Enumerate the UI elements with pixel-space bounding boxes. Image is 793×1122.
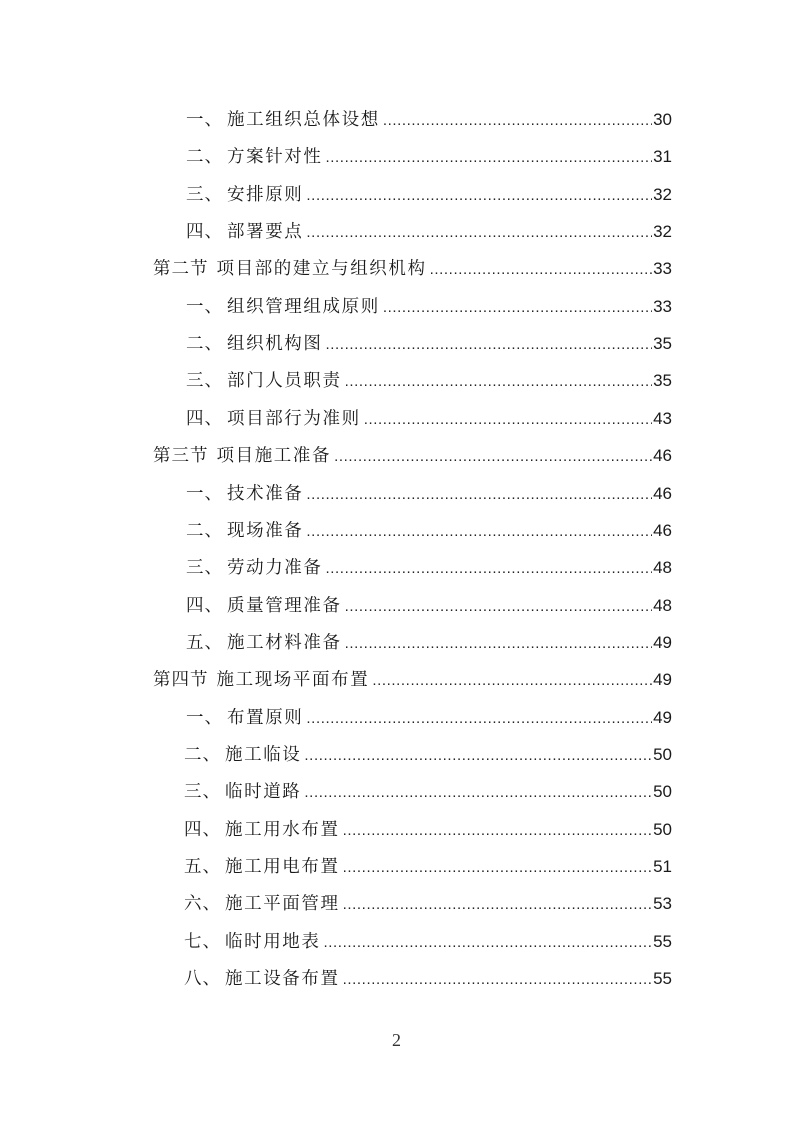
toc-entry-number: 四、 (186, 222, 223, 243)
toc-entry[interactable] (0, 847, 793, 884)
toc-entry-content (184, 890, 672, 915)
toc-entry[interactable] (0, 511, 793, 548)
toc-entry[interactable] (0, 922, 793, 959)
toc-entry-page: 30 (653, 110, 672, 129)
toc-entry-page: 50 (653, 744, 672, 764)
toc-entry-number: 一、 (186, 296, 223, 317)
toc-entry-page: 55 (653, 931, 672, 951)
toc-entry-content (186, 330, 672, 355)
dot-leader (326, 560, 653, 577)
toc-entry-title: 现场准备 (227, 520, 304, 541)
toc-entry-number: 二、 (186, 147, 223, 168)
toc-entry-number: 四、 (186, 408, 223, 429)
toc-entry-content (186, 367, 672, 392)
toc-entry[interactable] (0, 361, 793, 398)
toc-entry-content (184, 853, 672, 878)
toc-entry-number: 第三节 (153, 446, 209, 467)
toc-entry-number: 三、 (186, 184, 223, 205)
toc-entry-title: 项目部的建立与组织机构 (216, 259, 427, 280)
dot-leader (326, 336, 653, 353)
dot-leader (306, 486, 652, 503)
toc-entry-page: 50 (653, 782, 672, 802)
toc-entry[interactable] (0, 586, 793, 623)
toc-entry-title: 劳动力准备 (227, 558, 323, 579)
dot-leader (345, 598, 652, 615)
toc-entry-content (184, 741, 672, 766)
toc-entry-title: 项目部行为准则 (227, 408, 361, 429)
toc-entry-number: 五、 (184, 857, 221, 877)
toc-entry[interactable] (0, 100, 793, 137)
dot-leader (343, 896, 652, 913)
dot-leader (372, 672, 652, 689)
toc-entry-title: 施工组织总体设想 (227, 110, 380, 130)
toc-entry-content (186, 106, 672, 131)
toc-entry[interactable] (0, 137, 793, 174)
toc-entry-number: 四、 (184, 819, 221, 840)
dot-leader (345, 635, 652, 652)
toc-entry[interactable] (0, 548, 793, 585)
toc-entry-content (186, 554, 672, 579)
toc-entry[interactable] (0, 810, 793, 847)
toc-entry-content (186, 181, 672, 206)
toc-entry-number: 二、 (184, 744, 221, 765)
toc-entry-page: 31 (653, 147, 672, 167)
dot-leader (343, 822, 652, 839)
dot-leader (306, 187, 652, 204)
toc-entry-page: 46 (653, 483, 672, 503)
toc-entry-number: 七、 (184, 931, 221, 952)
toc-entry-content (153, 255, 672, 280)
dot-leader (343, 859, 652, 876)
toc-entry-content (186, 218, 672, 243)
toc-entry-title: 组织机构图 (227, 334, 323, 355)
dot-leader (343, 971, 652, 988)
dot-leader (326, 149, 653, 166)
toc-entry[interactable] (0, 698, 793, 735)
toc-entry-page: 32 (653, 184, 672, 204)
toc-entry-page: 49 (653, 707, 672, 727)
toc-entry-number: 五、 (186, 632, 223, 653)
dot-leader (324, 934, 653, 951)
toc-entry-page: 35 (653, 371, 672, 391)
toc-entry-title: 施工现场平面布置 (216, 670, 370, 691)
toc-entry-title: 施工设备布置 (225, 969, 340, 990)
toc-entry[interactable] (0, 884, 793, 921)
toc-entry-number: 一、 (186, 707, 223, 728)
toc-entry-page: 48 (653, 595, 672, 615)
toc-entry[interactable] (0, 399, 793, 436)
dot-leader (306, 523, 652, 540)
toc-entry-content (186, 480, 672, 505)
toc-entry-number: 八、 (184, 969, 221, 990)
toc-entry-title: 施工平面管理 (225, 894, 340, 915)
dot-leader (306, 710, 652, 727)
toc-entry-title: 技术准备 (227, 483, 304, 504)
toc-entry-title: 施工用电布置 (225, 857, 340, 877)
toc-entry-page: 55 (653, 969, 672, 989)
toc-entry-title: 方案针对性 (227, 147, 323, 168)
toc-entry-number: 一、 (186, 483, 223, 504)
toc-entry[interactable] (0, 623, 793, 660)
dot-leader (364, 411, 652, 428)
toc-entry-title: 施工临设 (225, 744, 302, 765)
toc-entry-title: 施工用水布置 (225, 819, 340, 840)
toc-entry-number: 第四节 (153, 670, 209, 691)
dot-leader (334, 448, 652, 465)
toc-entry-title: 部署要点 (227, 222, 304, 243)
toc-entry-page: 49 (653, 632, 672, 652)
toc-entry-content (184, 778, 672, 803)
toc-entry-content (186, 704, 672, 729)
toc-entry-title: 部门人员职责 (227, 371, 342, 392)
dot-leader (383, 299, 652, 316)
dot-leader (304, 747, 652, 764)
toc-section-entry[interactable] (0, 436, 793, 473)
toc-entry[interactable] (0, 772, 793, 809)
toc-entry-number: 三、 (184, 782, 221, 803)
toc-entry-title: 临时用地表 (225, 931, 321, 952)
toc-entry-page: 43 (653, 408, 672, 428)
toc-entry-content (153, 666, 672, 691)
page-number: 2 (392, 1030, 401, 1050)
toc-section-entry[interactable] (0, 660, 793, 697)
toc-entry-title: 项目施工准备 (216, 446, 332, 467)
toc-entry-content (184, 965, 672, 990)
toc-entry-page: 48 (653, 558, 672, 578)
toc-entry[interactable] (0, 735, 793, 772)
toc-entry-content (186, 592, 672, 617)
toc-entry-page: 46 (653, 446, 672, 466)
toc-entry-title: 安排原则 (227, 184, 304, 205)
toc-entry-number: 三、 (186, 371, 223, 392)
toc-entry-title: 施工材料准备 (227, 632, 342, 653)
dot-leader (430, 261, 652, 278)
toc-entry[interactable] (0, 959, 793, 996)
toc-entry-page: 51 (653, 857, 672, 876)
toc-entry-number: 六、 (184, 894, 221, 915)
toc-entry-content (186, 143, 672, 168)
dot-leader (345, 373, 652, 390)
toc-entry-title: 临时道路 (225, 782, 302, 803)
toc-entry-content (186, 293, 672, 318)
toc-entry[interactable] (0, 324, 793, 361)
toc-entry-number: 二、 (186, 334, 223, 355)
toc-entry-content (184, 928, 672, 953)
toc-entry-content (186, 517, 672, 542)
toc-entry-page: 53 (653, 894, 672, 914)
toc-entry-title: 质量管理准备 (227, 595, 342, 616)
toc-entry-number: 四、 (186, 595, 223, 616)
toc-entry-number: 三、 (186, 558, 223, 579)
toc-entry-page: 32 (653, 222, 672, 242)
toc-entry-content (184, 816, 672, 841)
dot-leader (304, 784, 652, 801)
toc-entry-content (186, 405, 672, 430)
toc-entry-page: 33 (653, 259, 672, 279)
dot-leader (306, 224, 652, 241)
toc-entry-page: 46 (653, 520, 672, 540)
toc-entry-page: 49 (653, 670, 672, 690)
toc-entry[interactable] (0, 175, 793, 212)
toc-entry-page: 35 (653, 334, 672, 354)
toc-entry-number: 一、 (186, 110, 223, 130)
toc-entry-number: 第二节 (153, 259, 209, 280)
toc-entry-page: 50 (653, 819, 672, 839)
toc-entry-content (153, 442, 672, 467)
toc-entry[interactable] (0, 287, 793, 324)
dot-leader (383, 112, 652, 129)
toc-entry-number: 二、 (186, 520, 223, 541)
toc-entry-page: 33 (653, 296, 672, 316)
toc-entry-title: 布置原则 (227, 707, 304, 728)
toc-entry-title: 组织管理组成原则 (227, 296, 380, 317)
toc-entry-content (186, 629, 672, 654)
toc-entry[interactable] (0, 474, 793, 511)
toc-section-entry[interactable] (0, 249, 793, 286)
toc-entry[interactable] (0, 212, 793, 249)
